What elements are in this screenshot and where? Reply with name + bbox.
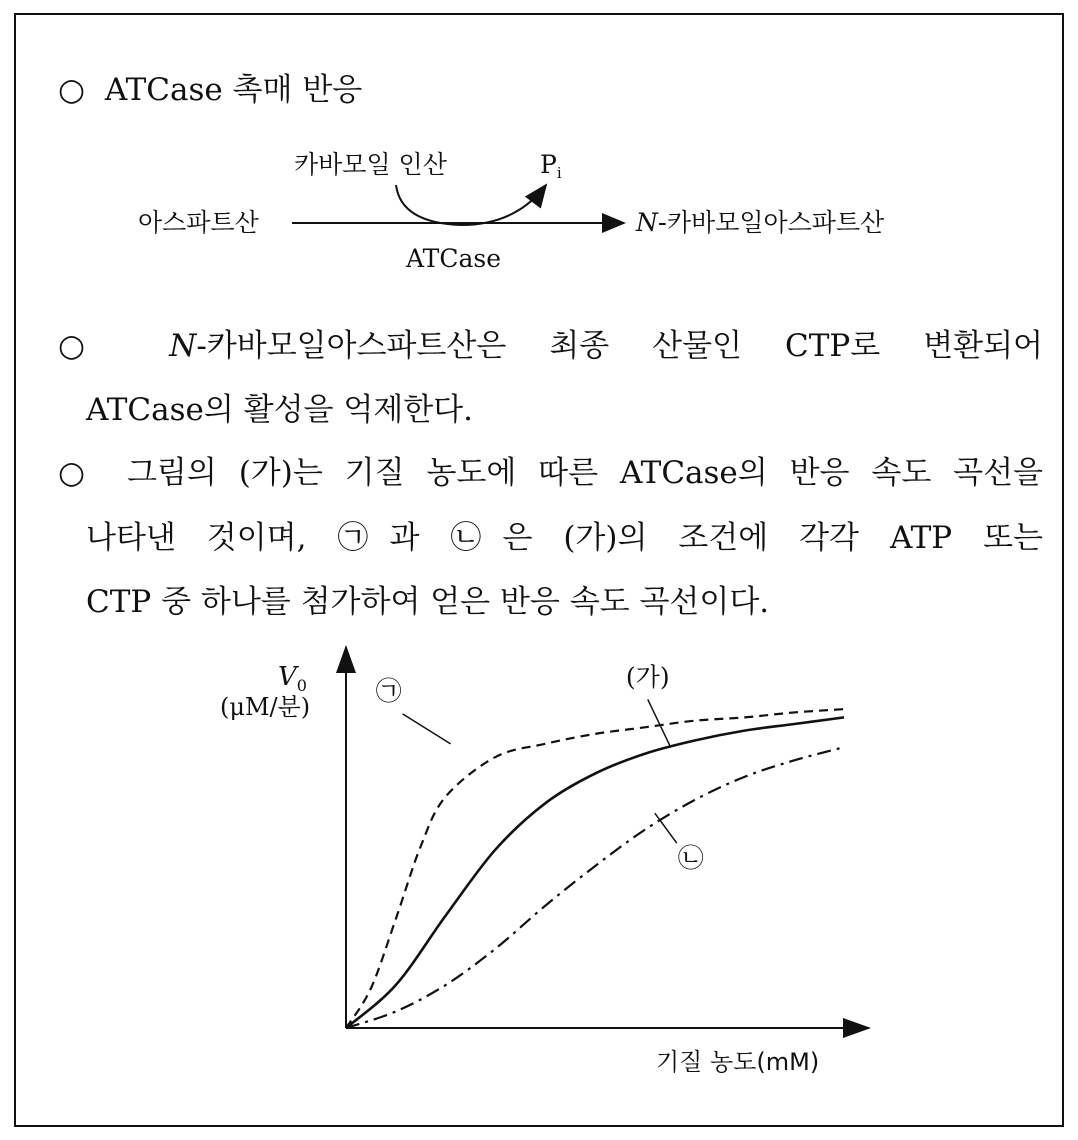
series-leader-1	[648, 699, 670, 745]
series-leader-2	[655, 813, 677, 843]
series-label-1: (가)	[625, 662, 670, 692]
bullet-marker: ○	[58, 455, 98, 491]
bullet-3-line3: CTP 중 하나를 첨가하여 얻은 반응 속도 곡선이다.	[86, 584, 770, 620]
velocity-chart	[206, 635, 966, 1075]
bullet-3-line2: 나타낸 것이며, ㉠과 ㉡은 (가)의 조건에 각각 ATP 또는	[86, 520, 1043, 556]
bullet-3	[58, 447, 1043, 492]
bullet-marker: ○	[58, 328, 119, 364]
series-line-2	[346, 747, 844, 1028]
series-line-0	[346, 709, 844, 1028]
label-layer	[376, 662, 704, 874]
cosubstrate-label: 카바모일 인산	[294, 150, 447, 179]
cosubstrate-curve-arrow	[396, 185, 546, 225]
bullet-2-line2: ATCase의 활성을 억제한다.	[86, 392, 473, 428]
series-label-0: ㉠	[375, 676, 402, 707]
bullet-2	[58, 320, 1043, 365]
bullet-2-line1: N-카바모일아스파트산은 최종 산물인 CTP로 변환되어	[169, 328, 1043, 364]
y-axis-unit: (μM/분)	[220, 693, 311, 721]
y-axis-label: $V_0$	[278, 662, 307, 695]
enzyme-label: ATCase	[406, 244, 502, 273]
substrate-label: 아스파트산	[138, 208, 259, 237]
product-label: N-카바모일아스파트산	[636, 208, 885, 237]
bullet-1-text: ATCase 촉매 반응	[104, 72, 363, 108]
series-layer	[346, 709, 844, 1028]
series-leader-0	[403, 714, 451, 744]
series-line-1	[346, 717, 844, 1028]
bullet-marker: ○	[58, 72, 86, 108]
byproduct-label: $P_i$	[540, 150, 562, 182]
series-label-2: ㉡	[677, 844, 704, 875]
reaction-scheme	[16, 133, 1062, 273]
bullet-1	[58, 64, 362, 109]
problem-box	[14, 13, 1064, 1127]
x-axis-label: 기질 농도(mM)	[656, 1048, 820, 1075]
bullet-3-line1: 그림의 (가)는 기질 농도에 따른 ATCase의 반응 속도 곡선을	[126, 455, 1043, 491]
